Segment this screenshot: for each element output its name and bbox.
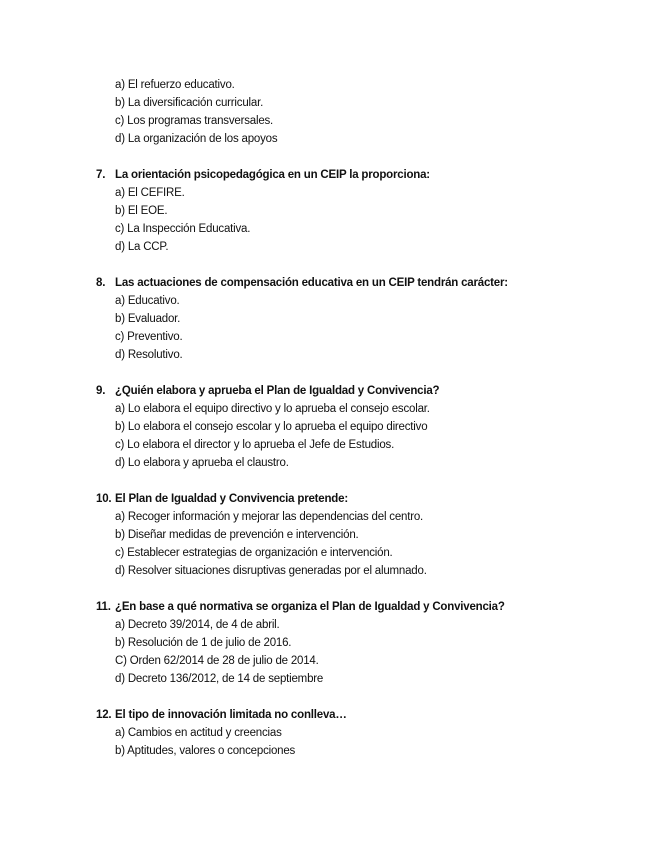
option-c: c) Los programas transversales. — [115, 115, 274, 127]
option-c: c) Preventivo. — [115, 331, 183, 343]
option-c: C) Orden 62/2014 de 28 de julio de 2014. — [115, 655, 319, 667]
question-number: 9. — [96, 385, 106, 397]
option-b: b) Lo elabora el consejo escolar y lo aprueba el equipo directivo — [115, 421, 428, 433]
question-heading — [96, 490, 616, 508]
option-a: a) El CEFIRE. — [115, 187, 185, 199]
option-b: b) El EOE. — [115, 205, 168, 217]
question-11 — [96, 598, 616, 688]
option-d: d) Resolver situaciones disruptivas generadas por el alumnado. — [115, 565, 427, 577]
option-b: b) Evaluador. — [115, 313, 181, 325]
option-a: a) Lo elabora el equipo directivo y lo aprueba el consejo escolar. — [115, 403, 430, 415]
question-heading — [96, 706, 616, 724]
option-d: d) Decreto 136/2012, de 14 de septiembre — [115, 673, 324, 685]
question-6-continued — [96, 76, 616, 148]
question-heading — [96, 382, 616, 400]
option-a: a) Decreto 39/2014, de 4 de abril. — [115, 619, 280, 631]
option-b: b) La diversificación curricular. — [115, 97, 264, 109]
question-number: 12. — [96, 709, 112, 721]
question-9 — [96, 382, 616, 472]
question-number: 7. — [96, 169, 106, 181]
option-c: c) Lo elabora el director y lo aprueba el Jefe de Estudios. — [115, 439, 395, 451]
question-number: 8. — [96, 277, 106, 289]
question-number: 10. — [96, 493, 112, 505]
question-heading — [96, 166, 616, 184]
question-8 — [96, 274, 616, 364]
option-b: b) Diseñar medidas de prevención e intervención. — [115, 529, 359, 541]
option-a: a) Recoger información y mejorar las dependencias del centro. — [115, 511, 424, 523]
question-number: 11. — [96, 601, 111, 613]
option-c: c) Establecer estrategias de organización e intervención. — [115, 547, 393, 559]
question-text: El tipo de innovación limitada no conlleva… — [115, 709, 347, 721]
question-heading — [96, 274, 616, 292]
option-b: b) Aptitudes, valores o concepciones — [115, 745, 296, 757]
option-a: a) Cambios en actitud y creencias — [115, 727, 282, 739]
question-text: El Plan de Igualdad y Convivencia pretende: — [115, 493, 348, 505]
option-b: b) Resolución de 1 de julio de 2016. — [115, 637, 292, 649]
question-text: ¿En base a qué normativa se organiza el Plan de Igualdad y Convivencia? — [115, 601, 505, 613]
question-text: ¿Quién elabora y aprueba el Plan de Igualdad y Convivencia? — [115, 385, 440, 397]
option-d: d) La organización de los apoyos — [115, 133, 278, 145]
question-12 — [96, 706, 616, 760]
question-10 — [96, 490, 616, 580]
option-a: a) El refuerzo educativo. — [115, 79, 235, 91]
option-d: d) Resolutivo. — [115, 349, 183, 361]
question-text: La orientación psicopedagógica en un CEIP la proporciona: — [115, 169, 430, 181]
option-d: d) Lo elabora y aprueba el claustro. — [115, 457, 289, 469]
question-7 — [96, 166, 616, 256]
question-text: Las actuaciones de compensación educativa en un CEIP tendrán carácter: — [115, 277, 508, 289]
question-heading — [96, 598, 616, 616]
option-a: a) Educativo. — [115, 295, 180, 307]
option-d: d) La CCP. — [115, 241, 169, 253]
option-c: c) La Inspección Educativa. — [115, 223, 251, 235]
